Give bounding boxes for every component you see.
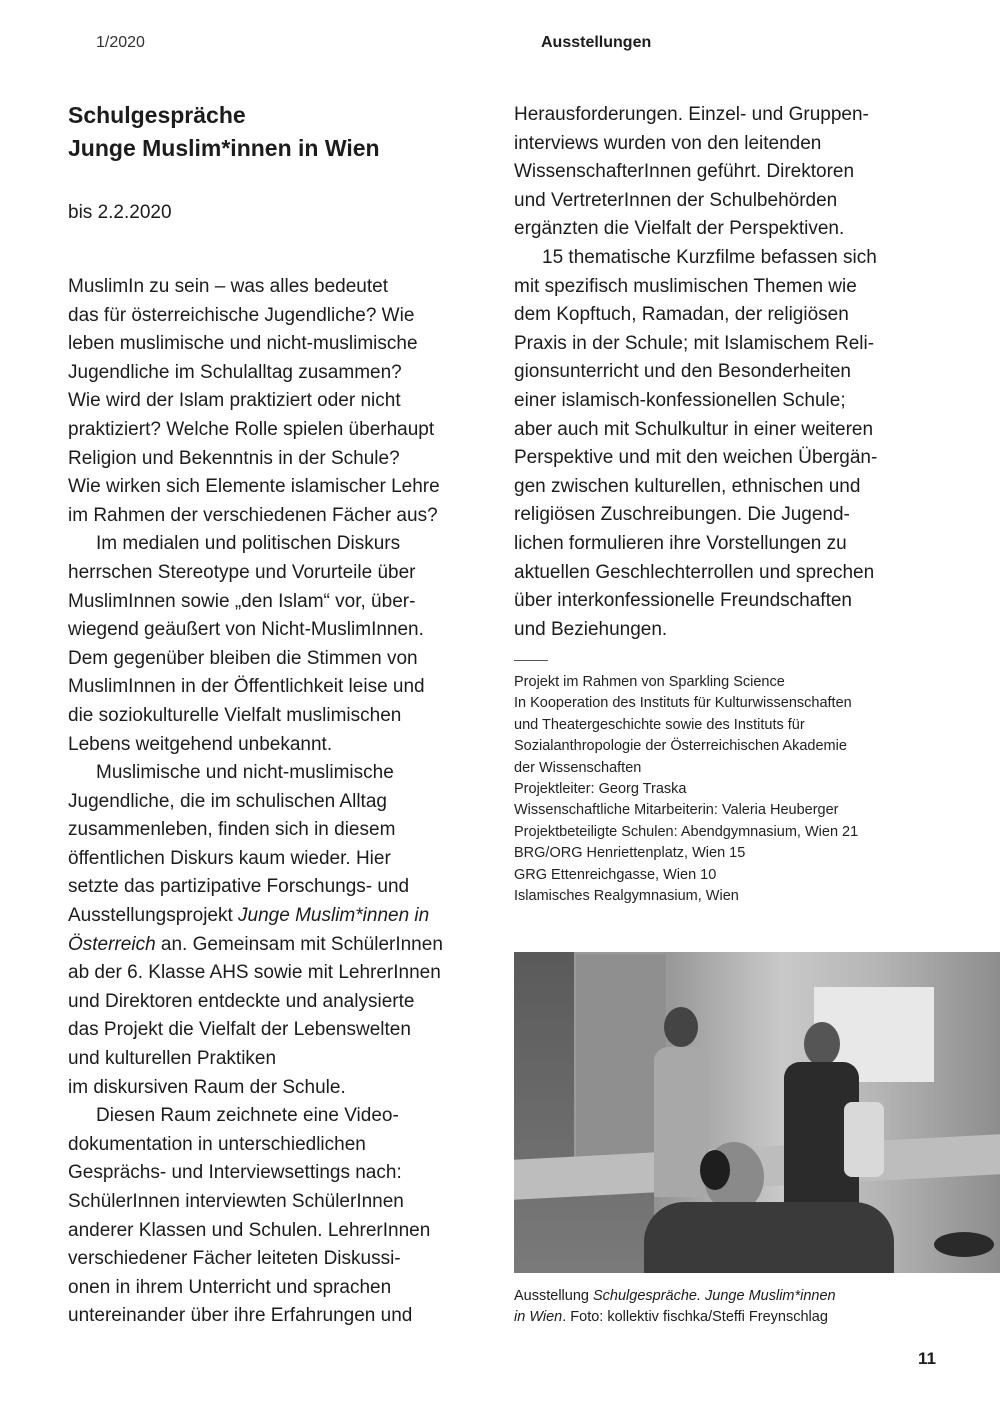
text-segment: an. Gemeinsam mit SchülerInnen [155,933,443,955]
text-line [68,902,443,931]
text-line [68,759,443,788]
text-line [68,1159,443,1188]
text-line [68,559,443,588]
text-line [514,501,877,530]
text-line [514,387,877,416]
italic-text: in Wien [514,1309,563,1326]
exhibition-photo [514,952,1000,1273]
text-segment: das Projekt die Vielfalt der Lebenswelten [68,1019,411,1041]
text-line [68,416,443,445]
text-line [68,588,443,617]
credit-line: Projektbeteiligte Schulen: Abendgymnasium, Wien 21 [514,823,859,840]
text-segment: Religion und Bekenntnis in der Schule? [68,447,400,469]
credit-line: der Wissenschaften [514,759,642,776]
credit-line: und Theatergeschichte sowie des Instituts für [514,716,805,733]
text-line [514,1307,836,1328]
text-line [68,788,443,817]
text-segment: Herausforderungen. Einzel- und Gruppen- [514,104,869,125]
credit-line: In Kooperation des Instituts für Kulturwissenschaften [514,695,852,712]
text-segment: und kulturellen Praktiken [68,1048,277,1070]
text-line [68,273,443,302]
text-line [514,616,877,645]
body-text-right-column [514,101,877,644]
text-segment: WissenschafterInnen geführt. Direktoren [514,161,855,183]
text-segment: Gesprächs- und Interviewsettings nach: [68,1162,402,1184]
title-line-2: Junge Muslim*innen in Wien [68,135,380,161]
text-line [514,244,877,273]
text-line [68,1074,443,1103]
text-segment: Lebens weitgehend unbekannt. [68,733,333,755]
text-segment: das für österreichische Jugendliche? Wie [68,304,415,326]
credit-line: BRG/ORG Henriettenplatz, Wien 15 [514,845,746,862]
photo-caption [514,1286,836,1329]
text-segment: untereinander über ihre Erfahrungen und [68,1305,413,1327]
text-segment: MuslimIn zu sein – was alles bedeutet [68,276,388,297]
text-line [514,187,877,216]
text-segment: ergänzten die Vielfalt der Perspektiven. [514,218,845,240]
text-line [68,502,443,531]
text-line [68,988,443,1017]
text-line [68,473,443,502]
text-segment: MuslimInnen in der Öffentlichkeit leise und [68,676,425,698]
text-segment: und Direktoren entdeckte und analysierte [68,990,415,1012]
text-line [68,616,443,645]
text-line [514,473,877,502]
text-segment: Wie wirken sich Elemente islamischer Lehre [68,476,440,498]
text-segment: Ausstellungsprojekt [68,905,239,927]
text-line [68,330,443,359]
text-segment: religiösen Zuschreibungen. Die Jugend- [514,504,850,526]
text-segment: Diesen Raum zeichnete eine Video- [96,1105,399,1127]
text-line [68,931,443,960]
text-line [68,1131,443,1160]
text-line [68,845,443,874]
text-line [514,559,877,588]
text-segment: öffentlichen Diskurs kaum wieder. Hier [68,847,391,869]
text-line [68,673,443,702]
issue-number: 1/2020 [96,34,145,51]
text-line [514,158,877,187]
text-segment: die soziokulturelle Vielfalt muslimischen [68,704,402,726]
text-line [514,530,877,559]
text-line [514,330,877,359]
credit-line: Wissenschaftliche Mitarbeiterin: Valeria Heuberger [514,802,839,819]
text-segment: im Rahmen der verschiedenen Fächer aus? [68,504,438,526]
text-line [68,1102,443,1131]
text-segment: dem Kopftuch, Ramadan, der religiösen [514,304,849,326]
title-line-1: Schulgespräche [68,102,246,128]
section-title: Ausstellungen [541,34,652,51]
text-segment: Dem gegenüber bleiben die Stimmen von [68,647,418,669]
text-segment: zusammenleben, finden sich in diesem [68,819,396,841]
text-segment: Muslimische und nicht-muslimische [96,762,394,784]
text-segment: interviews wurden von den leitenden [514,132,822,154]
credit-line: GRG Ettenreichgasse, Wien 10 [514,866,717,883]
text-segment: wiegend geäußert von Nicht-MuslimInnen. [68,619,424,641]
text-segment: MuslimInnen sowie „den Islam“ vor, über- [68,590,416,612]
text-line [68,873,443,902]
text-segment: dokumentation in unterschiedlichen [68,1133,366,1155]
text-segment: onen in ihrem Unterricht und sprachen [68,1276,392,1298]
text-segment: praktiziert? Welche Rolle spielen überhaupt [68,418,435,440]
text-segment: lichen formulieren ihre Vorstellungen zu [514,532,847,554]
text-line [68,1217,443,1246]
text-segment: SchülerInnen interviewten SchülerInnen [68,1191,404,1212]
text-segment: Perspektive und mit den weichen Übergän- [514,447,878,469]
text-segment: mit spezifisch muslimischen Themen wie [514,275,857,297]
text-segment: einer islamisch-konfessionellen Schule; [514,389,846,411]
text-segment: aktuellen Geschlechterrollen und sprechen [514,561,875,583]
text-segment: Wie wird der Islam praktiziert oder nicht [68,390,401,412]
text-line [514,301,877,330]
text-line [514,444,877,473]
credit-line: Sozialanthropologie der Österreichischen Akademie [514,738,847,755]
text-line [514,130,877,159]
text-line [68,302,443,331]
text-line [68,1016,443,1045]
text-segment: Im medialen und politischen Diskurs [96,533,401,555]
text-segment: Ausstellung [514,1288,593,1304]
text-line [514,1286,836,1307]
text-line [68,1188,443,1217]
text-segment: über interkonfessionelle Freundschaften [514,590,852,612]
text-segment: setzte das partizipative Forschungs- und [68,876,410,898]
text-line [68,816,443,845]
text-line [68,731,443,760]
project-credits [514,672,858,907]
italic-text: Österreich [68,933,156,955]
exhibition-date: bis 2.2.2020 [68,202,172,223]
text-segment: im diskursiven Raum der Schule. [68,1076,346,1098]
text-segment: leben muslimische und nicht-muslimische [68,333,418,355]
text-line [514,101,877,130]
text-line [68,702,443,731]
text-line [68,445,443,474]
text-segment: und VertreterInnen der Schulbehörden [514,189,838,211]
text-segment: gen zwischen kulturellen, ethnischen und [514,475,861,497]
text-line [514,587,877,616]
body-text-left-column [68,273,443,1331]
text-line [68,959,443,988]
text-line [514,358,877,387]
text-segment: Jugendliche, die im schulischen Alltag [68,790,387,812]
text-segment: Jugendliche im Schulalltag zusammen? [68,361,402,383]
italic-text: Junge Muslim*innen in [238,905,430,927]
italic-text: Schulgespräche. Junge Muslim*innen [593,1288,836,1304]
credit-line: Projekt im Rahmen von Sparkling Science [514,674,785,690]
text-segment: ab der 6. Klasse AHS sowie mit LehrerInnen [68,962,441,984]
credit-line: Projektleiter: Georg Traska [514,781,687,798]
text-line [514,273,877,302]
text-segment: gionsunterricht und den Besonderheiten [514,361,851,383]
text-line [514,215,877,244]
text-segment: . Foto: kollektiv fischka/Steffi Freynschlag [562,1309,828,1326]
page-number: 11 [918,1349,936,1368]
text-segment: verschiedener Fächer leiteten Diskussi- [68,1248,401,1270]
text-segment: Praxis in der Schule; mit Islamischem Reli- [514,332,875,354]
text-line [68,1045,443,1074]
text-segment: 15 thematische Kurzfilme befassen sich [542,246,877,268]
text-segment: aber auch mit Schulkultur in einer weiteren [514,418,874,440]
text-line [68,1302,443,1331]
text-line [68,645,443,674]
credit-line: Islamisches Realgymnasium, Wien [514,888,739,905]
text-line [68,387,443,416]
text-line [514,416,877,445]
text-segment: und Beziehungen. [514,618,668,640]
text-line [68,359,443,388]
text-line [68,1245,443,1274]
article-title [68,99,380,165]
divider-rule [514,660,548,661]
text-line [68,1274,443,1303]
text-segment: anderer Klassen und Schulen. LehrerInnen [68,1219,431,1241]
text-segment: herrschen Stereotype und Vorurteile über [68,561,416,583]
text-line [68,530,443,559]
